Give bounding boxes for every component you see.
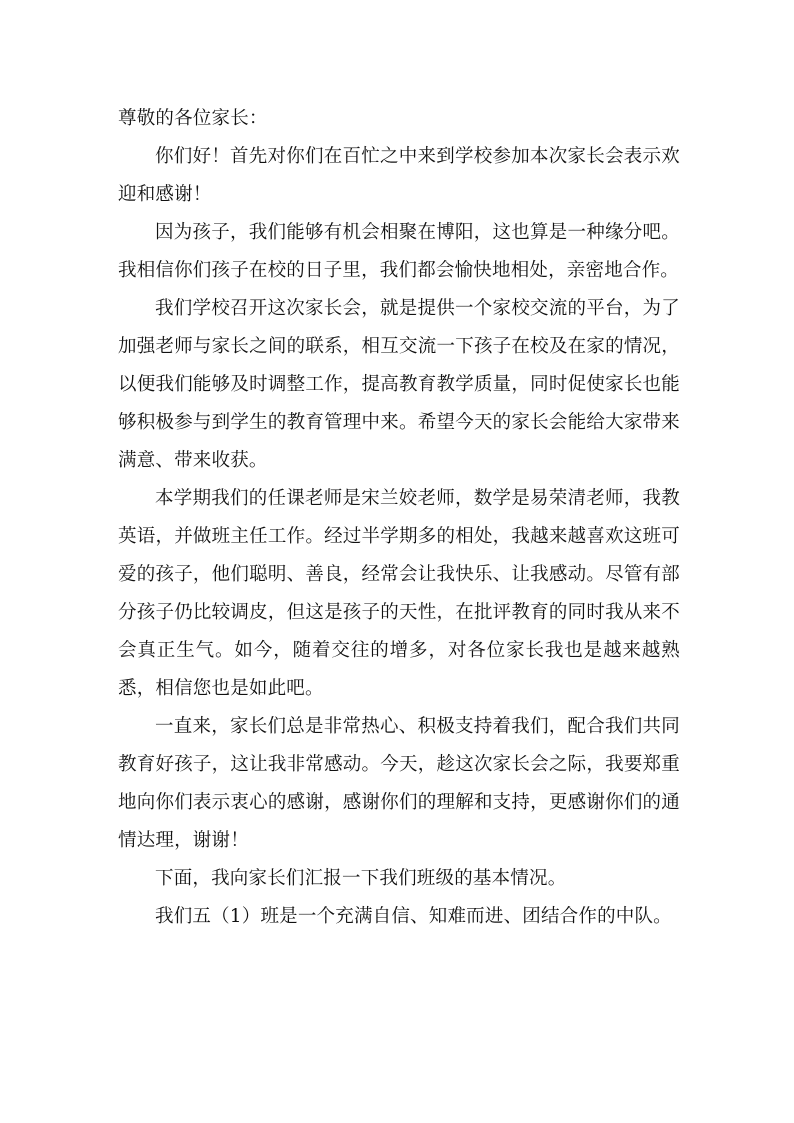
paragraph-fate: 因为孩子，我们能够有机会相聚在博阳，这也算是一种缘分吧。我相信你们孩子在校的日子里，我们都会愉快地相处，亲密地合作。 — [118, 222, 680, 281]
paragraph-welcome: 你们好！首先对你们在百忙之中来到学校参加本次家长会表示欢迎和感谢！ — [118, 146, 680, 205]
paragraph-thanks: 一直来，家长们总是非常热心、积极支持着我们，配合我们共同教育好孩子，这让我非常感动。今天，趁这次家长会之际，我要郑重地向你们表示衷心的感谢，感谢你们的理解和支持，更感谢你们的通情达理，谢谢！ — [118, 716, 680, 851]
paragraph-purpose: 我们学校召开这次家长会，就是提供一个家校交流的平台，为了加强老师与家长之间的联系，相互交流一下孩子在校及在家的情况，以便我们能够及时调整工作，提高教育教学质量，同时促使家长也能够积极参与到学生的教育管理中来。希望今天的家长会能给大家带来满意、带来收获。 — [118, 298, 680, 471]
paragraph-teachers: 本学期我们的任课老师是宋兰姣老师，数学是易荣清老师，我教英语，并做班主任工作。经过半学期多的相处，我越来越喜欢这班可爱的孩子，他们聪明、善良，经常会让我快乐、让我感动。尽管有部分孩子仍比较调皮，但这是孩子的天性，在批评教育的同时我从来不会真正生气。如今，随着交往的增多，对各位家长我也是越来越熟悉，相信您也是如此吧。 — [118, 488, 680, 699]
paragraph-class-intro: 我们五（1）班是一个充满自信、知难而进、团结合作的中队。 — [155, 906, 672, 927]
document-page — [118, 100, 680, 936]
salutation: 尊敬的各位家长： — [118, 108, 268, 129]
paragraph-report-intro: 下面，我向家长们汇报一下我们班级的基本情况。 — [155, 868, 567, 889]
